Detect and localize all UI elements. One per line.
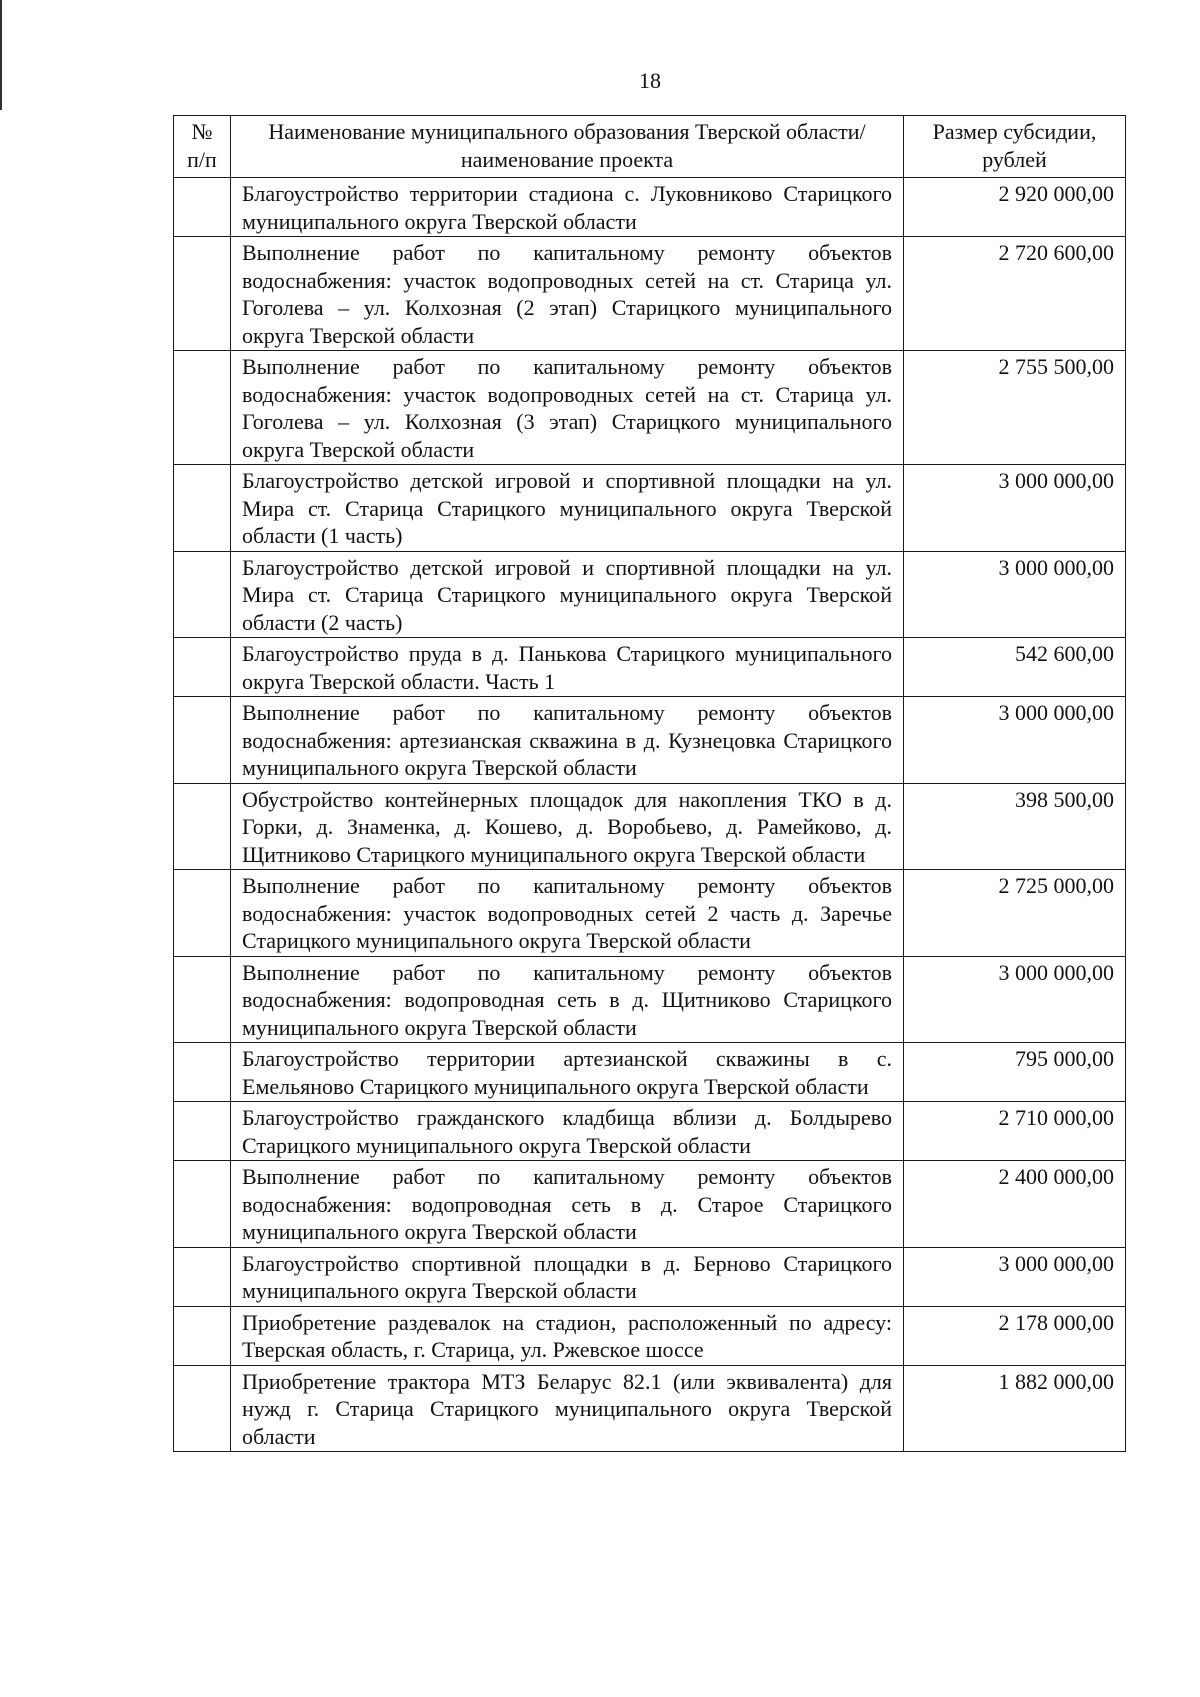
table-row xyxy=(174,465,1126,552)
row-number-cell xyxy=(174,465,231,552)
table-row xyxy=(174,1306,1126,1365)
table-row xyxy=(174,638,1126,697)
row-number-cell xyxy=(174,783,231,870)
header-num: № п/п xyxy=(174,116,231,178)
table-row xyxy=(174,1247,1126,1306)
project-name-cell: Выполнение работ по капитальному ремонту объектов водоснабжения: водопроводная сеть в д. Щитниково Старицкого муниципального округа Тверской области xyxy=(231,956,904,1043)
project-name-cell: Приобретение трактора МТЗ Беларус 82.1 (или эквивалента) для нужд г. Старица Старицкого муниципального округа Тверской области xyxy=(231,1365,904,1452)
row-number-cell xyxy=(174,1043,231,1102)
table-header-row xyxy=(174,116,1126,178)
row-number-cell xyxy=(174,351,231,465)
project-name-cell: Приобретение раздевалок на стадион, расположенный по адресу: Тверская область, г. Старица, ул. Ржевское шоссе xyxy=(231,1306,904,1365)
table-row xyxy=(174,956,1126,1043)
table-row xyxy=(174,697,1126,784)
project-name-cell: Выполнение работ по капитальному ремонту объектов водоснабжения: артезианская скважина в д. Кузнецовка Старицкого муниципального округа Тверской области xyxy=(231,697,904,784)
project-name-cell: Выполнение работ по капитальному ремонту объектов водоснабжения: участок водопроводных сетей на ст. Старица ул. Гоголева – ул. Колхозная (2 этап) Старицкого муниципального округа Тверской области xyxy=(231,237,904,351)
table-row xyxy=(174,1102,1126,1161)
subsidy-amount-cell: 542 600,00 xyxy=(904,638,1126,697)
row-number-cell xyxy=(174,1306,231,1365)
table-row xyxy=(174,783,1126,870)
subsidy-amount-cell: 2 400 000,00 xyxy=(904,1161,1126,1248)
row-number-cell xyxy=(174,1102,231,1161)
header-name: Наименование муниципального образования Тверской области/наименование проекта xyxy=(231,116,904,178)
row-number-cell xyxy=(174,237,231,351)
table-body xyxy=(174,178,1126,1452)
table-row xyxy=(174,1161,1126,1248)
table-row xyxy=(174,870,1126,957)
subsidy-amount-cell: 3 000 000,00 xyxy=(904,551,1126,638)
page-number: 18 xyxy=(639,68,661,93)
subsidy-amount-cell: 3 000 000,00 xyxy=(904,956,1126,1043)
subsidy-amount-cell: 2 920 000,00 xyxy=(904,178,1126,237)
table-row xyxy=(174,178,1126,237)
subsidy-amount-cell: 795 000,00 xyxy=(904,1043,1126,1102)
subsidy-amount-cell: 2 720 600,00 xyxy=(904,237,1126,351)
table-row xyxy=(174,551,1126,638)
row-number-cell xyxy=(174,956,231,1043)
project-name-cell: Выполнение работ по капитальному ремонту объектов водоснабжения: участок водопроводных сетей на ст. Старица ул. Гоголева – ул. Колхозная (3 этап) Старицкого муниципального округа Тверской области xyxy=(231,351,904,465)
table-row xyxy=(174,351,1126,465)
project-name-cell: Выполнение работ по капитальному ремонту объектов водоснабжения: водопроводная сеть в д. Старое Старицкого муниципального округа Тверской области xyxy=(231,1161,904,1248)
subsidy-amount-cell: 2 725 000,00 xyxy=(904,870,1126,957)
subsidy-amount-cell: 1 882 000,00 xyxy=(904,1365,1126,1452)
row-number-cell xyxy=(174,1161,231,1248)
row-number-cell xyxy=(174,638,231,697)
table-row xyxy=(174,1043,1126,1102)
subsidy-amount-cell: 3 000 000,00 xyxy=(904,1247,1126,1306)
subsidy-table xyxy=(173,115,1126,1452)
row-number-cell xyxy=(174,870,231,957)
project-name-cell: Благоустройство территории артезианской скважины в с. Емельяново Старицкого муниципального округа Тверской области xyxy=(231,1043,904,1102)
row-number-cell xyxy=(174,1365,231,1452)
project-name-cell: Выполнение работ по капитальному ремонту объектов водоснабжения: участок водопроводных сетей 2 часть д. Заречье Старицкого муниципального округа Тверской области xyxy=(231,870,904,957)
project-name-cell: Благоустройство гражданского кладбища вблизи д. Болдырево Старицкого муниципального округа Тверской области xyxy=(231,1102,904,1161)
project-name-cell: Благоустройство детской игровой и спортивной площадки на ул. Мира ст. Старица Старицкого муниципального округа Тверской области (1 часть) xyxy=(231,465,904,552)
row-number-cell xyxy=(174,551,231,638)
table-row xyxy=(174,1365,1126,1452)
table-row xyxy=(174,237,1126,351)
project-name-cell: Благоустройство территории стадиона с. Луковниково Старицкого муниципального округа Тверской области xyxy=(231,178,904,237)
project-name-cell: Благоустройство спортивной площадки в д. Берново Старицкого муниципального округа Тверской области xyxy=(231,1247,904,1306)
subsidy-amount-cell: 2 178 000,00 xyxy=(904,1306,1126,1365)
header-sum: Размер субсидии, рублей xyxy=(904,116,1126,178)
subsidy-amount-cell: 3 000 000,00 xyxy=(904,697,1126,784)
row-number-cell xyxy=(174,178,231,237)
project-name-cell: Благоустройство детской игровой и спортивной площадки на ул. Мира ст. Старица Старицкого муниципального округа Тверской области (2 часть) xyxy=(231,551,904,638)
subsidy-amount-cell: 3 000 000,00 xyxy=(904,465,1126,552)
row-number-cell xyxy=(174,1247,231,1306)
subsidy-amount-cell: 2 755 500,00 xyxy=(904,351,1126,465)
row-number-cell xyxy=(174,697,231,784)
subsidy-amount-cell: 2 710 000,00 xyxy=(904,1102,1126,1161)
project-name-cell: Благоустройство пруда в д. Панькова Старицкого муниципального округа Тверской области. Часть 1 xyxy=(231,638,904,697)
project-name-cell: Обустройство контейнерных площадок для накопления ТКО в д. Горки, д. Знаменка, д. Кошево, д. Воробьево, д. Рамейково, д. Щитниково Старицкого муниципального округа Тверской области xyxy=(231,783,904,870)
subsidy-amount-cell: 398 500,00 xyxy=(904,783,1126,870)
